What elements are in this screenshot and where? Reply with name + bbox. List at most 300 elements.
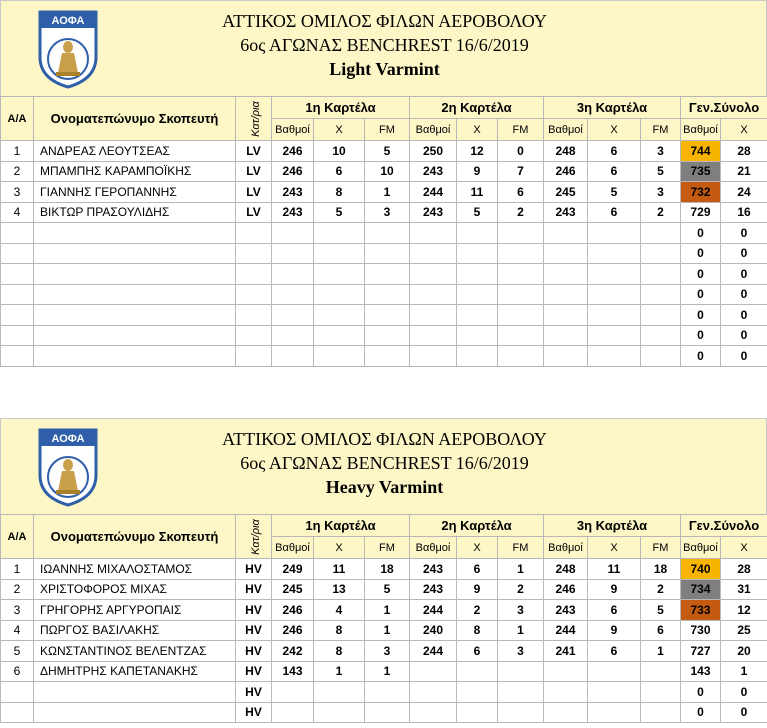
c1-x: [314, 223, 365, 244]
shooter-category: [236, 223, 272, 244]
total-x: 24: [721, 182, 767, 203]
total-x: 0: [721, 243, 767, 264]
c2-fm: 2: [498, 202, 544, 223]
c3-points: [544, 682, 588, 703]
total-header: Γεν.Σύνολο: [681, 97, 767, 119]
c1-points: [272, 325, 314, 346]
table-row: [1, 346, 767, 367]
c1-points: [272, 243, 314, 264]
table-row: [1, 325, 767, 346]
table-row: [1, 682, 767, 703]
col-aa-header: A/A: [1, 97, 34, 141]
c2-x: [457, 305, 498, 326]
total-points: 0: [681, 325, 721, 346]
c3-points: 248: [544, 559, 588, 580]
c1-x: 4: [314, 600, 365, 621]
c3-points: 246: [544, 161, 588, 182]
c1-x: 6: [314, 161, 365, 182]
c2-points: 243: [410, 202, 457, 223]
shooter-name: ΒΙΚΤΩΡ ΠΡΑΣΟΥΛΙΔΗΣ: [34, 202, 236, 223]
c3-fm: 18: [641, 559, 681, 580]
total-points: 729: [681, 202, 721, 223]
total-points-header: Βαθμοί: [681, 537, 721, 559]
shooter-name: [34, 325, 236, 346]
c1-points: [272, 305, 314, 326]
row-number: 4: [1, 202, 34, 223]
c1-points: 143: [272, 661, 314, 682]
shooter-category: [236, 264, 272, 285]
total-points: 733: [681, 600, 721, 621]
c2-fm: 6: [498, 182, 544, 203]
c1-x: [314, 305, 365, 326]
shooter-category: LV: [236, 202, 272, 223]
c1-fm: 5: [365, 579, 410, 600]
c2-fm: [498, 682, 544, 703]
shooter-name: [34, 305, 236, 326]
c2-x: [457, 661, 498, 682]
c3-fm: [641, 346, 681, 367]
c2-fm: 2: [498, 579, 544, 600]
c3-fm: [641, 305, 681, 326]
shooter-name: ΙΩΑΝΝΗΣ ΜΙΧΑΛΟΣΤΑΜΟΣ: [34, 559, 236, 580]
c3-fm: [641, 702, 681, 723]
c2-points: [410, 305, 457, 326]
c1-points: 246: [272, 141, 314, 162]
c3-x: 6: [588, 161, 641, 182]
c1-fm: [365, 243, 410, 264]
row-number: 5: [1, 641, 34, 662]
row-number: [1, 223, 34, 244]
row-number: [1, 682, 34, 703]
card1-points-header: Βαθμοί: [272, 119, 314, 141]
c2-x: 6: [457, 641, 498, 662]
c2-x: 9: [457, 161, 498, 182]
c2-fm: [498, 346, 544, 367]
c1-points: 246: [272, 161, 314, 182]
c2-x: 8: [457, 620, 498, 641]
table-row: [1, 182, 767, 203]
c2-x: [457, 682, 498, 703]
c2-x: [457, 264, 498, 285]
shooter-category: LV: [236, 161, 272, 182]
c1-x: 13: [314, 579, 365, 600]
c3-x: [588, 284, 641, 305]
total-points: 727: [681, 641, 721, 662]
c2-x: [457, 243, 498, 264]
c1-fm: [365, 223, 410, 244]
c2-fm: 1: [498, 620, 544, 641]
heavy-varmint-section: [0, 418, 767, 723]
card3-fm-header: FM: [641, 537, 681, 559]
total-points: 0: [681, 346, 721, 367]
results-table-heavy: [0, 514, 767, 723]
c3-points: 246: [544, 579, 588, 600]
table-row: [1, 559, 767, 580]
c1-points: [272, 284, 314, 305]
c1-x: [314, 264, 365, 285]
category-title: Light Varmint: [329, 59, 440, 79]
club-title: ΑΤΤΙΚΟΣ ΟΜΙΛΟΣ ΦΙΛΩΝ ΑΕΡΟΒΟΛΟΥ: [222, 429, 547, 449]
total-points: 732: [681, 182, 721, 203]
card1-points-header: Βαθμοί: [272, 537, 314, 559]
total-points: 734: [681, 579, 721, 600]
c1-x: [314, 346, 365, 367]
c1-fm: [365, 305, 410, 326]
c1-fm: 1: [365, 661, 410, 682]
row-number: 6: [1, 661, 34, 682]
c2-points: [410, 243, 457, 264]
c3-fm: [641, 661, 681, 682]
row-number: [1, 325, 34, 346]
c3-points: 245: [544, 182, 588, 203]
total-x: 0: [721, 325, 767, 346]
c3-points: 248: [544, 141, 588, 162]
c3-x: 5: [588, 182, 641, 203]
c3-points: 241: [544, 641, 588, 662]
c1-points: [272, 223, 314, 244]
shooter-name: [34, 264, 236, 285]
shooter-category: LV: [236, 182, 272, 203]
total-points: 0: [681, 305, 721, 326]
c3-x: 9: [588, 620, 641, 641]
c1-points: 246: [272, 600, 314, 621]
c2-points: [410, 284, 457, 305]
c2-points: [410, 682, 457, 703]
c2-x: 5: [457, 202, 498, 223]
header-titles: [1, 9, 767, 81]
shooter-category: LV: [236, 141, 272, 162]
table-row: [1, 223, 767, 244]
shooter-category: [236, 284, 272, 305]
table-row: [1, 202, 767, 223]
total-points: 0: [681, 264, 721, 285]
total-x: 1: [721, 661, 767, 682]
c1-points: [272, 346, 314, 367]
row-number: 2: [1, 579, 34, 600]
c1-x: 1: [314, 661, 365, 682]
c3-points: 243: [544, 202, 588, 223]
c3-points: [544, 243, 588, 264]
logo-text: ΑΟΦΑ: [51, 433, 85, 445]
c1-fm: 1: [365, 620, 410, 641]
total-points: 0: [681, 223, 721, 244]
c3-x: [588, 325, 641, 346]
c3-fm: 2: [641, 579, 681, 600]
c1-x: [314, 682, 365, 703]
c1-points: 242: [272, 641, 314, 662]
table-row: [1, 141, 767, 162]
row-number: [1, 346, 34, 367]
c2-points: [410, 702, 457, 723]
c2-points: 244: [410, 182, 457, 203]
c3-x: [588, 243, 641, 264]
c1-fm: 3: [365, 202, 410, 223]
shooter-name: ΓΡΗΓΟΡΗΣ ΑΡΓΥΡΟΠΑΙΣ: [34, 600, 236, 621]
card1-fm-header: FM: [365, 537, 410, 559]
card3-x-header: X: [588, 537, 641, 559]
c3-x: [588, 661, 641, 682]
c3-x: 9: [588, 579, 641, 600]
table-row: [1, 661, 767, 682]
row-number: 3: [1, 182, 34, 203]
card3-x-header: X: [588, 119, 641, 141]
total-x: 0: [721, 223, 767, 244]
total-x: 25: [721, 620, 767, 641]
c2-points: 240: [410, 620, 457, 641]
total-points: 0: [681, 702, 721, 723]
c3-fm: 1: [641, 641, 681, 662]
card3-fm-header: FM: [641, 119, 681, 141]
c1-points: [272, 702, 314, 723]
c2-x: 9: [457, 579, 498, 600]
c1-points: [272, 682, 314, 703]
c1-fm: 3: [365, 641, 410, 662]
col-category-header: [236, 515, 272, 559]
row-number: 1: [1, 559, 34, 580]
c1-points: 243: [272, 182, 314, 203]
shooter-name: ΧΡΙΣΤΟΦΟΡΟΣ ΜΙΧΑΣ: [34, 579, 236, 600]
c3-points: [544, 305, 588, 326]
c3-points: [544, 661, 588, 682]
card2-fm-header: FM: [498, 119, 544, 141]
c2-points: 244: [410, 641, 457, 662]
c3-fm: [641, 264, 681, 285]
shooter-name: ΠΩΡΓΟΣ ΒΑΣΙΛΑΚΗΣ: [34, 620, 236, 641]
header-titles: [1, 427, 767, 499]
table-row: [1, 600, 767, 621]
category-title: Heavy Varmint: [325, 477, 444, 497]
c3-x: [588, 223, 641, 244]
row-number: [1, 243, 34, 264]
c3-x: [588, 682, 641, 703]
c2-x: 6: [457, 559, 498, 580]
row-number: [1, 284, 34, 305]
c2-fm: 3: [498, 641, 544, 662]
c2-x: 12: [457, 141, 498, 162]
c3-fm: [641, 325, 681, 346]
total-x-header: X: [721, 537, 767, 559]
row-number: 2: [1, 161, 34, 182]
shooter-category: [236, 305, 272, 326]
shooter-category: [236, 243, 272, 264]
col-aa-header: A/A: [1, 515, 34, 559]
c1-fm: 1: [365, 600, 410, 621]
c2-points: 243: [410, 559, 457, 580]
c3-x: 6: [588, 202, 641, 223]
c3-x: 6: [588, 641, 641, 662]
total-points: 740: [681, 559, 721, 580]
c2-points: 250: [410, 141, 457, 162]
c3-x: [588, 346, 641, 367]
total-points: 0: [681, 682, 721, 703]
c2-points: [410, 661, 457, 682]
c1-x: 11: [314, 559, 365, 580]
total-x: 12: [721, 600, 767, 621]
shooter-name: ΔΗΜΗΤΡΗΣ ΚΑΠΕΤΑΝΑΚΗΣ: [34, 661, 236, 682]
event-title: 6ος ΑΓΩΝΑΣ BENCHREST 16/6/2019: [240, 35, 529, 55]
c3-x: [588, 305, 641, 326]
shooter-category: HV: [236, 682, 272, 703]
c1-fm: 10: [365, 161, 410, 182]
c1-x: 8: [314, 641, 365, 662]
card1-fm-header: FM: [365, 119, 410, 141]
shooter-category: [236, 346, 272, 367]
c1-x: 5: [314, 202, 365, 223]
c3-fm: [641, 682, 681, 703]
col-category-label: Κατ/ρια: [249, 100, 262, 137]
c1-x: [314, 284, 365, 305]
c3-points: 244: [544, 620, 588, 641]
c3-points: [544, 702, 588, 723]
c3-fm: [641, 243, 681, 264]
total-x: 0: [721, 305, 767, 326]
c2-fm: 3: [498, 600, 544, 621]
total-x-header: X: [721, 119, 767, 141]
logo-text: ΑΟΦΑ: [51, 15, 85, 27]
shooter-category: HV: [236, 641, 272, 662]
total-x: 0: [721, 346, 767, 367]
c2-points: [410, 264, 457, 285]
total-x: 28: [721, 141, 767, 162]
shooter-name: ΓΙΑΝΝΗΣ ΓΕΡΟΠΑΝΝΗΣ: [34, 182, 236, 203]
col-name-header: Ονοματεπώνυμο Σκοπευτή: [34, 515, 236, 559]
c3-points: [544, 223, 588, 244]
shooter-category: [236, 325, 272, 346]
c1-x: [314, 325, 365, 346]
light-header: [0, 0, 767, 96]
c2-fm: 7: [498, 161, 544, 182]
c3-x: 6: [588, 141, 641, 162]
card1-header: 1η Καρτέλα: [272, 97, 410, 119]
c2-points: [410, 346, 457, 367]
c2-fm: [498, 223, 544, 244]
shooter-category: HV: [236, 579, 272, 600]
shooter-category: HV: [236, 620, 272, 641]
total-x: 20: [721, 641, 767, 662]
shooter-name: ΜΠΑΜΠΗΣ ΚΑΡΑΜΠΟΪΚΗΣ: [34, 161, 236, 182]
card2-header: 2η Καρτέλα: [410, 97, 544, 119]
shooter-name: [34, 284, 236, 305]
card2-points-header: Βαθμοί: [410, 537, 457, 559]
c3-fm: 3: [641, 141, 681, 162]
card3-points-header: Βαθμοί: [544, 537, 588, 559]
results-table-light: [0, 96, 767, 367]
c3-fm: 3: [641, 182, 681, 203]
c1-points: 246: [272, 620, 314, 641]
c3-fm: 2: [641, 202, 681, 223]
table-row: [1, 620, 767, 641]
c2-x: [457, 325, 498, 346]
c1-x: 10: [314, 141, 365, 162]
c2-points: 244: [410, 600, 457, 621]
card2-points-header: Βαθμοί: [410, 119, 457, 141]
total-points-header: Βαθμοί: [681, 119, 721, 141]
total-x: 31: [721, 579, 767, 600]
total-points: 0: [681, 284, 721, 305]
shooter-category: HV: [236, 559, 272, 580]
table-row: [1, 284, 767, 305]
total-points: 744: [681, 141, 721, 162]
col-category-header: [236, 97, 272, 141]
shooter-category: HV: [236, 600, 272, 621]
c1-points: 249: [272, 559, 314, 580]
shooter-category: HV: [236, 661, 272, 682]
c2-fm: [498, 284, 544, 305]
c3-fm: [641, 223, 681, 244]
c3-fm: 5: [641, 600, 681, 621]
total-x: 21: [721, 161, 767, 182]
c2-fm: [498, 305, 544, 326]
c2-fm: [498, 661, 544, 682]
c1-points: 245: [272, 579, 314, 600]
total-x: 0: [721, 702, 767, 723]
c3-fm: 6: [641, 620, 681, 641]
c1-fm: [365, 346, 410, 367]
shooter-name: [34, 223, 236, 244]
c2-x: 2: [457, 600, 498, 621]
card3-header: 3η Καρτέλα: [544, 515, 681, 537]
c2-fm: 0: [498, 141, 544, 162]
c1-points: [272, 264, 314, 285]
c2-fm: [498, 325, 544, 346]
card2-x-header: X: [457, 119, 498, 141]
total-x: 28: [721, 559, 767, 580]
card2-fm-header: FM: [498, 537, 544, 559]
c1-fm: 1: [365, 182, 410, 203]
card1-x-header: X: [314, 119, 365, 141]
c1-fm: [365, 702, 410, 723]
table-row: [1, 305, 767, 326]
c1-fm: [365, 264, 410, 285]
c3-points: [544, 346, 588, 367]
c2-points: 243: [410, 579, 457, 600]
heavy-header: [0, 418, 767, 514]
c1-x: 8: [314, 182, 365, 203]
c1-points: 243: [272, 202, 314, 223]
total-x: 0: [721, 682, 767, 703]
shooter-category: HV: [236, 702, 272, 723]
shooter-name: [34, 702, 236, 723]
c3-fm: [641, 284, 681, 305]
total-header: Γεν.Σύνολο: [681, 515, 767, 537]
table-row: [1, 702, 767, 723]
c3-x: [588, 264, 641, 285]
header-row-groups: [1, 97, 767, 119]
c1-x: [314, 702, 365, 723]
c3-fm: 5: [641, 161, 681, 182]
shooter-name: [34, 682, 236, 703]
shooter-name: [34, 243, 236, 264]
row-number: 4: [1, 620, 34, 641]
club-title: ΑΤΤΙΚΟΣ ΟΜΙΛΟΣ ΦΙΛΩΝ ΑΕΡΟΒΟΛΟΥ: [222, 11, 547, 31]
table-row: [1, 579, 767, 600]
c3-x: [588, 702, 641, 723]
c3-points: 243: [544, 600, 588, 621]
c2-fm: [498, 264, 544, 285]
card1-header: 1η Καρτέλα: [272, 515, 410, 537]
table-row: [1, 641, 767, 662]
c2-fm: [498, 243, 544, 264]
c2-points: 243: [410, 161, 457, 182]
event-title: 6ος ΑΓΩΝΑΣ BENCHREST 16/6/2019: [240, 453, 529, 473]
header-row-groups: [1, 515, 767, 537]
total-x: 0: [721, 284, 767, 305]
c2-points: [410, 223, 457, 244]
c3-points: [544, 325, 588, 346]
table-row: [1, 264, 767, 285]
c3-x: 11: [588, 559, 641, 580]
row-number: 1: [1, 141, 34, 162]
